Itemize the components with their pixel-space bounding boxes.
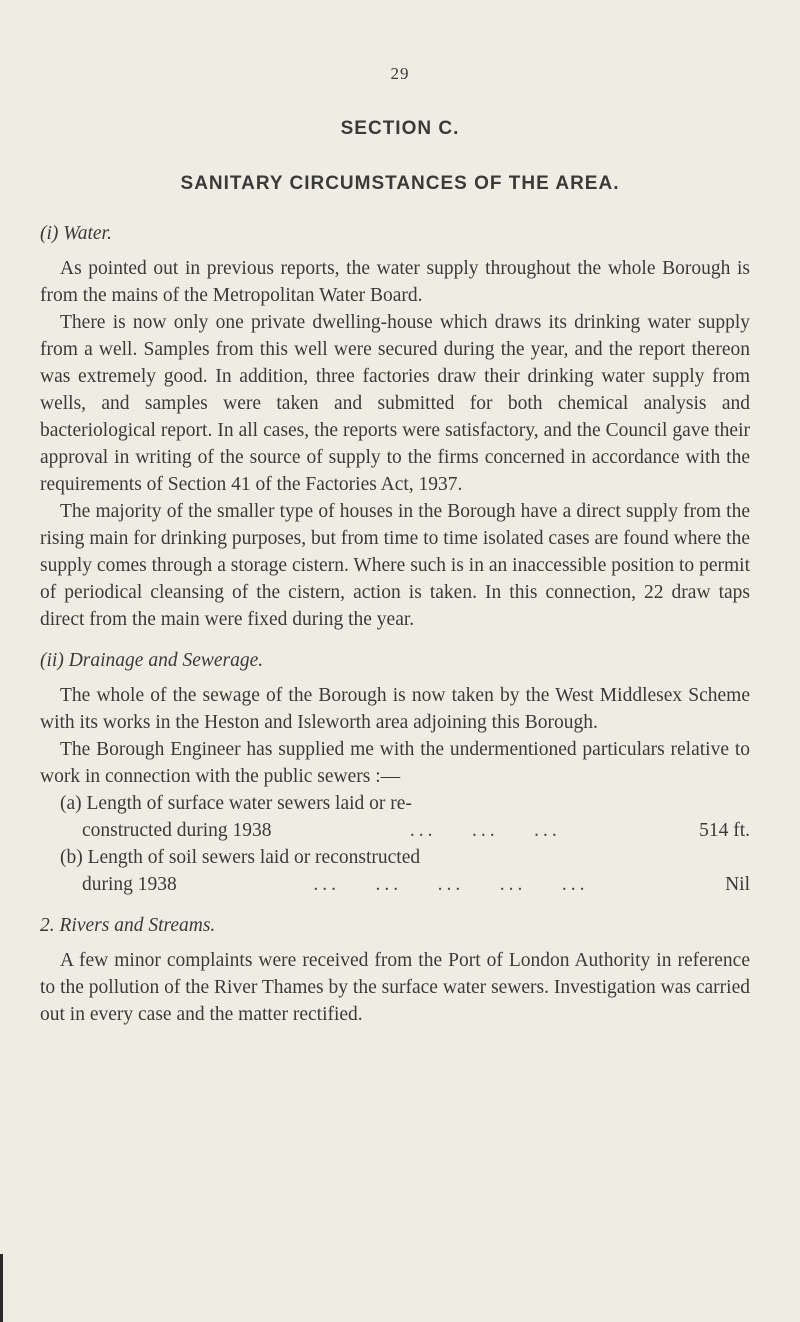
sewer-item-a-value: 514 ft.: [699, 820, 750, 841]
sewer-item-b-cont: during 1938: [82, 874, 177, 895]
sewer-item-b: [40, 844, 750, 898]
section-title: SECTION C.: [340, 118, 460, 139]
body-text: [40, 220, 750, 1028]
rivers-subhead: 2. Rivers and Streams.: [40, 915, 216, 936]
drainage-paragraph-1: The whole of the sewage of the Borough is now taken by the West Middlesex Scheme with its works in the Heston and Isleworth area adjoining this Borough.: [40, 685, 750, 733]
water-paragraph-1: As pointed out in previous reports, the water supply throughout the whole Borough is from the mains of the Metropolitan Water Board.: [40, 258, 750, 306]
sewer-item-a: [40, 790, 750, 844]
page-number: 29: [390, 64, 410, 83]
water-subhead: (i) Water.: [40, 223, 112, 244]
dot-leader: ... ... ... ... ...: [313, 874, 589, 895]
drainage-paragraph-2: The Borough Engineer has supplied me with the undermentioned particulars relative to work in connection with the public sewers :—: [40, 739, 750, 787]
sewer-item-a-cont: constructed during 1938: [82, 820, 272, 841]
sewer-item-b-value: Nil: [725, 874, 750, 895]
rivers-paragraph-1: A few minor complaints were received from the Port of London Authority in reference to the pollution of the River Thames by the surface water sewers. Investigation was carried out in every case and the matter rectified.: [40, 950, 750, 1025]
main-heading: SANITARY CIRCUMSTANCES OF THE AREA.: [180, 173, 620, 194]
scan-edge-mark: [0, 1254, 3, 1322]
water-paragraph-3: The majority of the smaller type of houses in the Borough have a direct supply from the rising main for drinking purposes, but from time to time isolated cases are found where the supply comes through a storage cistern. Where such is in an inaccessible position to permit of periodical cleansing of the cistern, action is taken. In this connection, 22 draw taps direct from the main were fixed during the year.: [40, 501, 750, 630]
sewer-item-b-label: (b) Length of soil sewers laid or reconstructed: [60, 847, 421, 868]
dot-leader: ... ... ...: [409, 820, 561, 841]
water-paragraph-2: There is now only one private dwelling-house which draws its drinking water supply from a well. Samples from this well were secured during the year, and the report thereon was extremely good. In addition, three factories draw their drinking water supply from wells, and samples were taken and submitted for both chemical analysis and bacteriological report. In all cases, the reports were satisfactory, and the Council gave their approval in writing of the source of supply to the firms concerned in accordance with the requirements of Section 41 of the Factories Act, 1937.: [40, 312, 750, 495]
drainage-subhead: (ii) Drainage and Sewerage.: [40, 650, 264, 671]
sewer-item-a-label: (a) Length of surface water sewers laid or re-: [60, 793, 412, 814]
